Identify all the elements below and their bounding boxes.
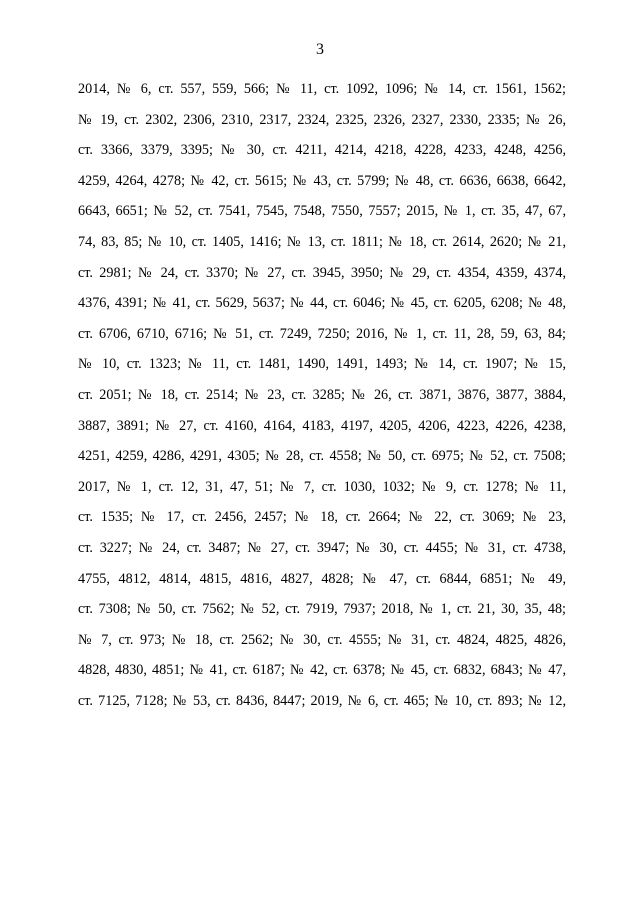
text-line: ст. 3366, 3379, 3395; № 30, ст. 4211, 4214, 4218, 4228, 4233, 4248, 4256, — [78, 142, 566, 159]
text-line: № 19, ст. 2302, 2306, 2310, 2317, 2324, 2325, 2326, 2327, 2330, 2335; № 26, — [78, 111, 566, 128]
text-line: 4251, 4259, 4286, 4291, 4305; № 28, ст. 4558; № 50, ст. 6975; № 52, ст. 7508; — [78, 448, 566, 465]
text-line: ст. 2051; № 18, ст. 2514; № 23, ст. 3285; № 26, ст. 3871, 3876, 3877, 3884, — [78, 386, 566, 403]
text-line: 4259, 4264, 4278; № 42, ст. 5615; № 43, ст. 5799; № 48, ст. 6636, 6638, 6642, — [78, 172, 566, 189]
text-line: ст. 7308; № 50, ст. 7562; № 52, ст. 7919, 7937; 2018, № 1, ст. 21, 30, 35, 48; — [78, 601, 566, 618]
text-line: ст. 7125, 7128; № 53, ст. 8436, 8447; 2019, № 6, ст. 465; № 10, ст. 893; № 12, — [78, 692, 566, 709]
text-line: № 7, ст. 973; № 18, ст. 2562; № 30, ст. 4555; № 31, ст. 4824, 4825, 4826, — [78, 631, 566, 648]
text-line: 2014, № 6, ст. 557, 559, 566; № 11, ст. 1092, 1096; № 14, ст. 1561, 1562; — [78, 81, 566, 97]
text-line: ст. 3227; № 24, ст. 3487; № 27, ст. 3947; № 30, ст. 4455; № 31, ст. 4738, — [78, 539, 566, 556]
text-line: 6643, 6651; № 52, ст. 7541, 7545, 7548, 7550, 7557; 2015, № 1, ст. 35, 47, 67, — [78, 203, 566, 220]
body-text — [78, 74, 566, 716]
text-line: ст. 2981; № 24, ст. 3370; № 27, ст. 3945, 3950; № 29, ст. 4354, 4359, 4374, — [78, 264, 566, 281]
text-line: 74, 83, 85; № 10, ст. 1405, 1416; № 13, ст. 1811; № 18, ст. 2614, 2620; № 21, — [78, 233, 566, 250]
text-line: № 10, ст. 1323; № 11, ст. 1481, 1490, 1491, 1493; № 14, ст. 1907; № 15, — [78, 356, 566, 373]
text-line: ст. 1535; № 17, ст. 2456, 2457; № 18, ст. 2664; № 22, ст. 3069; № 23, — [78, 509, 566, 526]
text-line: 4376, 4391; № 41, ст. 5629, 5637; № 44, ст. 6046; № 45, ст. 6205, 6208; № 48, — [78, 295, 566, 312]
text-line: ст. 6706, 6710, 6716; № 51, ст. 7249, 7250; 2016, № 1, ст. 11, 28, 59, 63, 84; — [78, 325, 566, 342]
text-line: 4828, 4830, 4851; № 41, ст. 6187; № 42, ст. 6378; № 45, ст. 6832, 6843; № 47, — [78, 662, 566, 679]
text-line: 4755, 4812, 4814, 4815, 4816, 4827, 4828; № 47, ст. 6844, 6851; № 49, — [78, 570, 566, 587]
text-line: 3887, 3891; № 27, ст. 4160, 4164, 4183, 4197, 4205, 4206, 4223, 4226, 4238, — [78, 417, 566, 434]
text-line: 2017, № 1, ст. 12, 31, 47, 51; № 7, ст. 1030, 1032; № 9, ст. 1278; № 11, — [78, 478, 566, 495]
page-number: 3 — [316, 41, 324, 58]
